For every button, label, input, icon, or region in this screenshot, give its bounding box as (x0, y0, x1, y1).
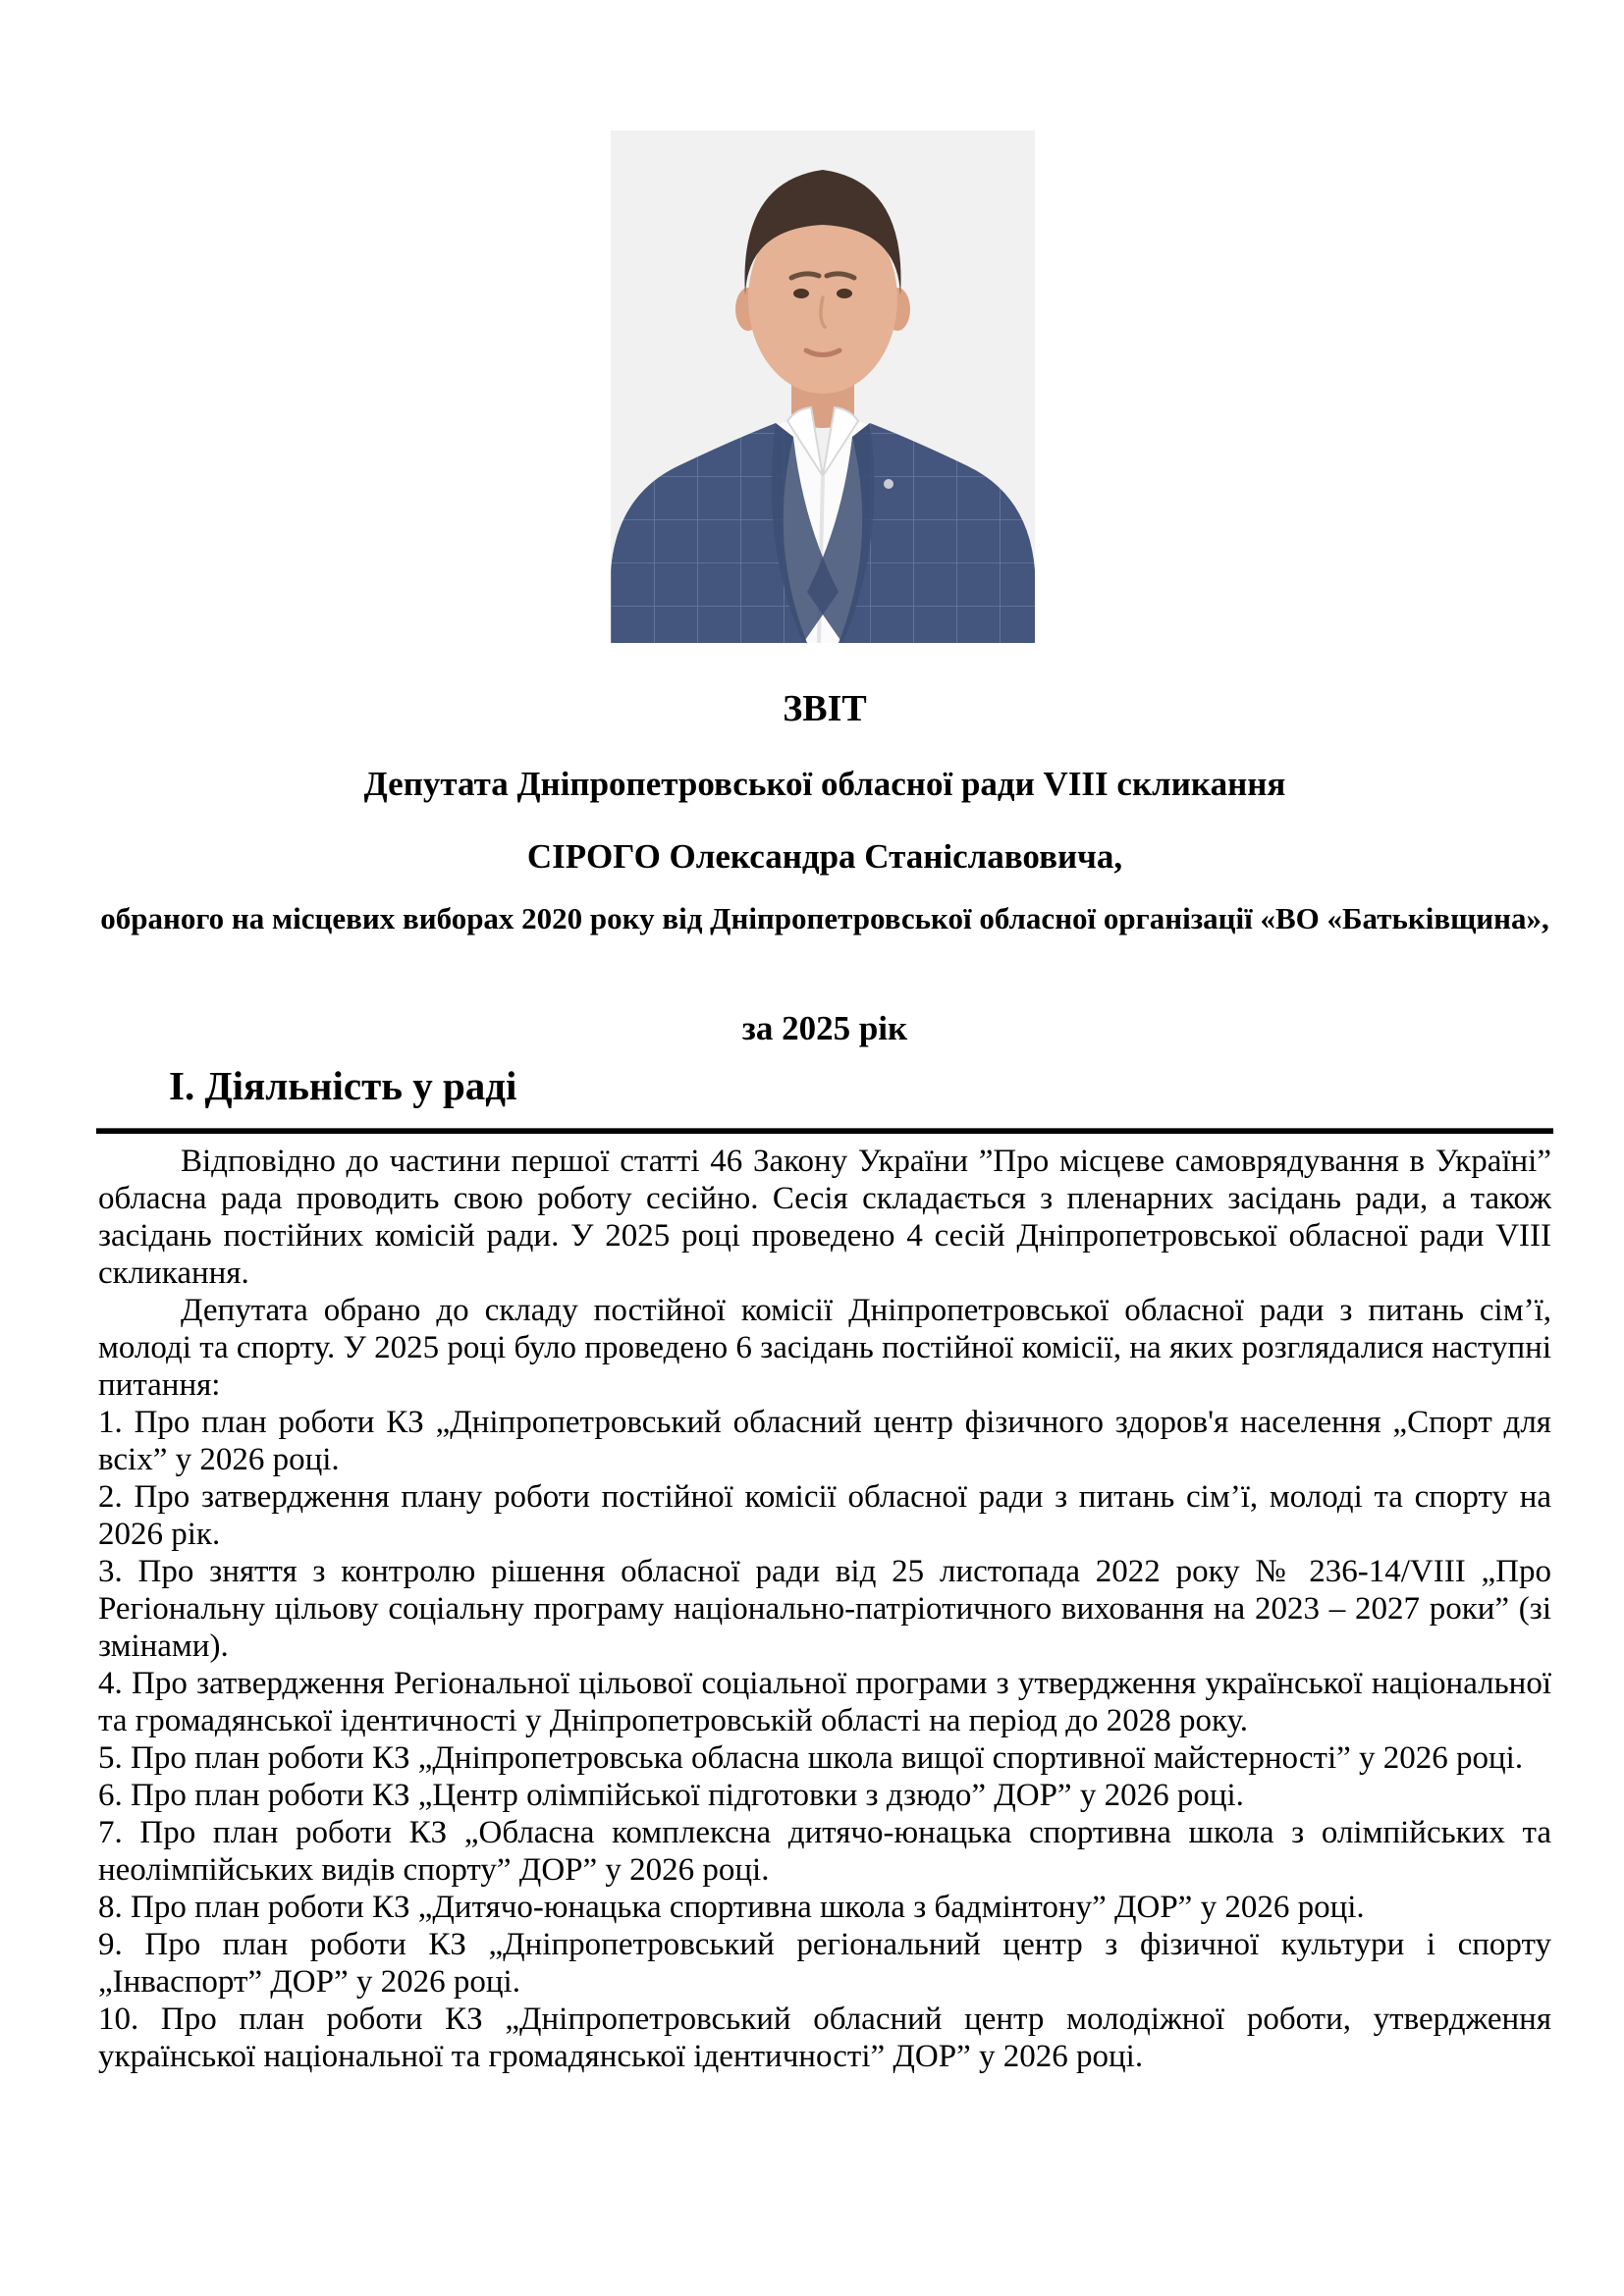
deputy-portrait-illustration (611, 131, 1035, 643)
report-title: ЗВІТ (783, 688, 867, 729)
list-item: 10. Про план роботи КЗ „Дніпропетровський обласний центр молодіжної роботи, утвердження української національної та громадянської ідентичності” ДОР” у 2026 році. (98, 2002, 1551, 2074)
deputy-title-line: Депутата Дніпропетровської обласної ради VIII скликання (363, 765, 1286, 803)
section-heading-activity-in-council: І. Діяльність у раді (169, 1063, 517, 1108)
list-item: 9. Про план роботи КЗ „Дніпропетровський регіональний центр з фізичної культури і спорту „Інваспорт” ДОР” у 2026 році. (98, 1927, 1551, 2000)
section-divider-rule (96, 1128, 1553, 1134)
list-item: 2. Про затвердження плану роботи постійної комісії обласної ради з питань сім’ї, молоді та спорту на 2026 рік. (98, 1479, 1551, 1552)
report-year-line: за 2025 рік (741, 1009, 908, 1047)
paragraph: Депутата обрано до складу постійної комісії Дніпропетровської обласної ради з питань сім’ї, молоді та спорту. У 2025 році було проведено 6 засідань постійної комісії, на яких розглядалися наступні питання: (98, 1293, 1551, 1403)
list-item: 4. Про затвердження Регіональної цільової соціальної програми з утвердження української національної та громадянської ідентичності у Дніпропетровській області на період до 2028 року. (98, 1666, 1551, 1738)
list-item: 7. Про план роботи КЗ „Обласна комплексна дитячо-юнацька спортивна школа з олімпійських та неолімпійських видів спорту” ДОР” у 2026 році. (98, 1815, 1551, 1888)
deputy-name-line: СІРОГО Олександра Станіславовича, (526, 837, 1123, 876)
list-item: 3. Про зняття з контролю рішення обласної ради від 25 листопада 2022 року № 236-14/VIII „Про Регіональну цільову соціальну програму національно-патріотичного виховання на 2023 – 2027 роки” (зі змінами). (98, 1554, 1551, 1664)
list-item: 6. Про план роботи КЗ „Центр олімпійської підготовки з дзюдо” ДОР” у 2026 році. (98, 1778, 1244, 1813)
deputy-photo (611, 131, 1035, 643)
elected-line: обраного на місцевих виборах 2020 року від Дніпропетровської обласної організації «ВО «Батьківщина», (100, 901, 1549, 935)
list-item: 5. Про план роботи КЗ „Дніпропетровська обласна школа вищої спортивної майстерності” у 2026 році. (98, 1740, 1524, 1776)
list-item: 8. Про план роботи КЗ „Дитячо-юнацька спортивна школа з бадмінтону” ДОР” у 2026 році. (98, 1890, 1365, 1925)
list-item: 1. Про план роботи КЗ „Дніпропетровський обласний центр фізичного здоров'я населення „Спорт для всіх” у 2026 році. (98, 1405, 1551, 1477)
section-body (98, 1143, 1551, 2075)
paragraph: Відповідно до частини першої статті 46 Закону України ”Про місцеве самоврядування в Україні” обласна рада проводить свою роботу сесійно. Сесія складається з пленарних засідань ради, а також засідань постійних комісій ради. У 2025 році проведено 4 сесій Дніпропетровської обласної ради VIII скликання. (98, 1144, 1551, 1291)
